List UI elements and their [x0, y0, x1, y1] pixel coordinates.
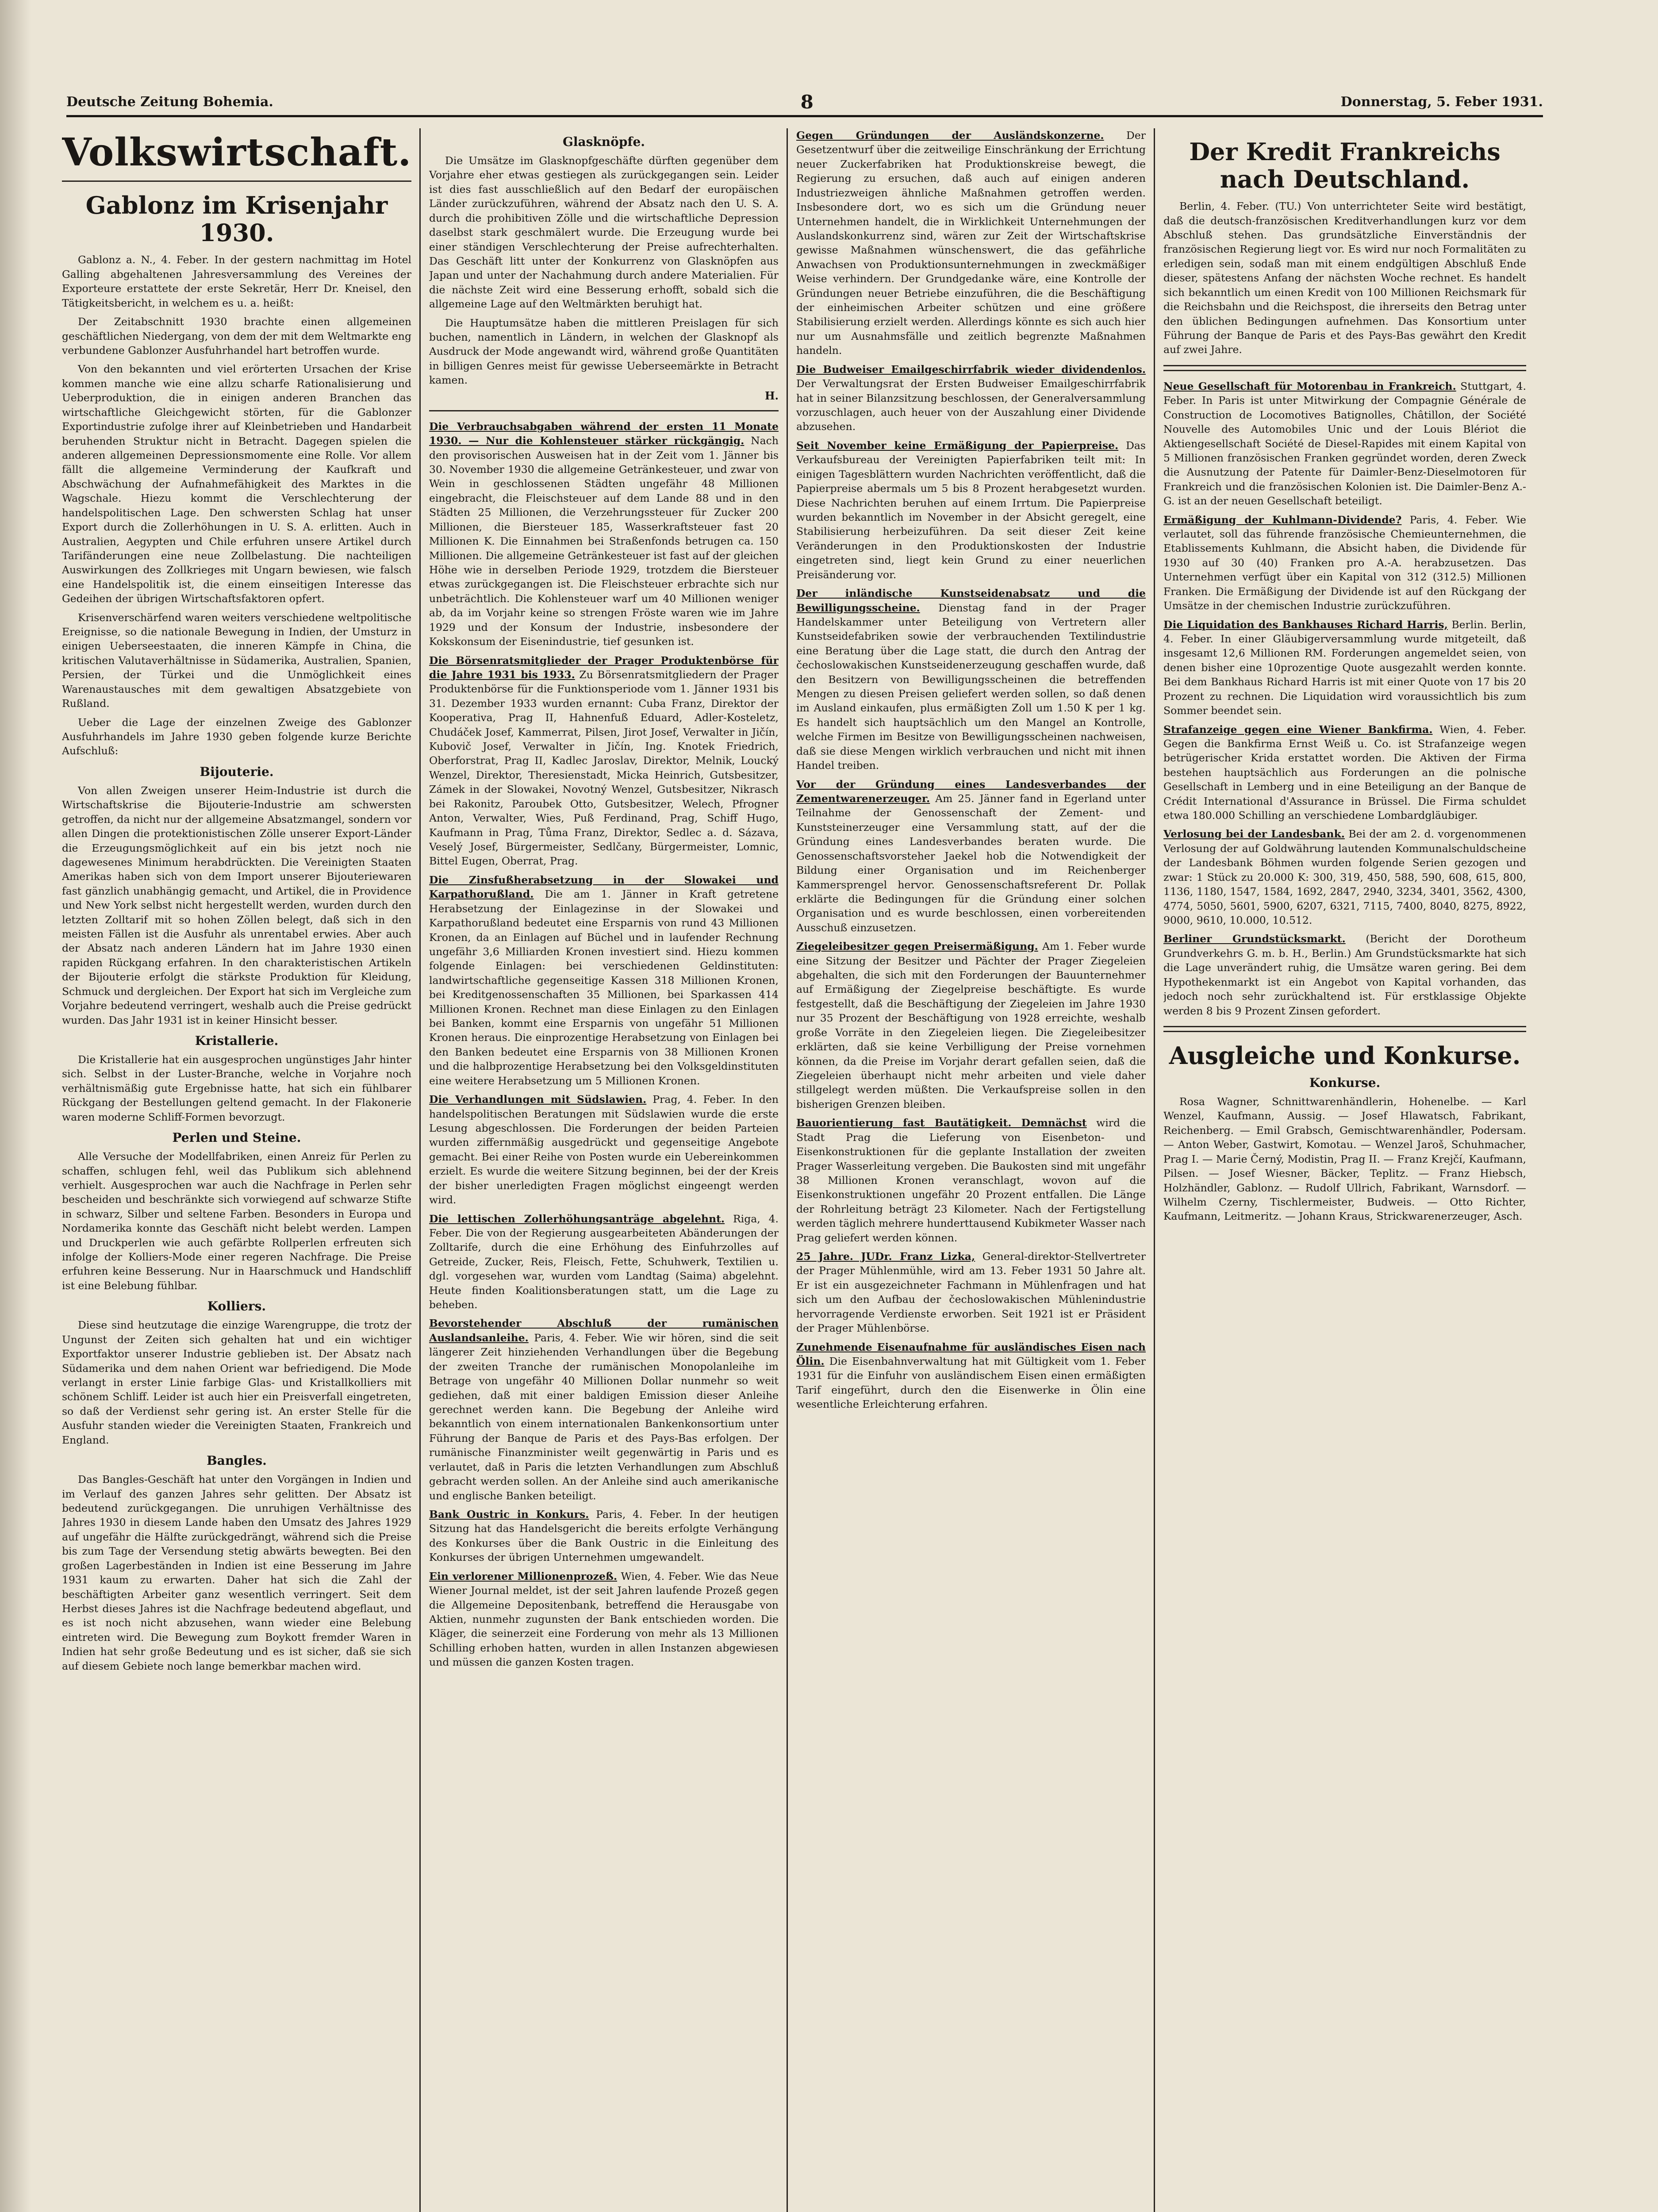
- news-headline: Ein verlorener Millionenprozeß.: [429, 1570, 618, 1582]
- paragraph: Alle Versuche der Modellfabriken, einen Anreiz für Perlen zu schaffen, schlugen fehl, weil das Publikum sich ablehnend verhielt. Ausgesprochen war auch die Nachfrage in Perlen sehr bescheiden und beschränkte sich vorwiegend auf schwarze Stifte in schwarz, Silber und seltene Farben. Besonders in Europa und Nordamerika konnte das Geschäft nicht belebt werden. Lampen und Druckperlen wie auch gefärbte Rollperlen erfreuten sich infolge der Kolliers-Mode einer regeren Nachfrage. Die Preise erfuhren keine Besserung. Nur in Haarschmuck und Handschliff ist eine Belebung fühlbar.: [62, 1150, 411, 1292]
- news-headline: Seit November keine Ermäßigung der Papierpreise.: [796, 439, 1119, 452]
- news-item: [796, 1249, 1146, 1336]
- news-item: [796, 438, 1146, 582]
- news-body: wird die Stadt Prag die Lieferung von Eisenbeton- und Eisenkonstruktionen für die geplante Installation der zweiten Prager Wasserleitung vergeben. Die Baukosten sind mit ungefähr 38 Millionen Kronen veranschlagt, wovon auf die Eisenkonstruktionen ungefähr 20 Prozent entfallen. Die Länge der Rohrleitung beträgt 23 Kilometer. Nach der Fertigstellung werden täglich mehrere hunderttausend Kubikmeter Wasser nach Prag geliefert werden können.: [796, 1117, 1146, 1244]
- news-item: [429, 873, 779, 1088]
- divider: [429, 410, 779, 411]
- news-body: Der Verwaltungsrat der Ersten Budweiser Emailgeschirrfabrik hat in seiner Bilanzsitzung beschlossen, der Generalversammlung vorzuschlagen, auch heuer von der Auszahlung einer Dividende abzusehen.: [796, 377, 1146, 433]
- news-item: [1163, 379, 1526, 508]
- news-item: [796, 1116, 1146, 1245]
- news-item: [796, 128, 1146, 358]
- news-body: Der Gesetzentwurf über die zeitweilige Einschränkung der Errichtung neuer Zuckerfabriken hat Produktionskreise bewegt, die Regierung zu ersuchen, daß auch auf einigen anderen Industriezweigen ähnliche Maßnahmen getroffen werden. Insbesondere dort, wo es sich um die Gründung neuer Unternehmen handelt, die in Wirklichkeit Unternehmungen der Auslandskonkurrenz sind, wären zur Zeit der Wirtschaftskrise gewisse Maßnahmen wünschenswert, die das gefährliche Anwachsen von Produktionsunternehmungen in zweckmäßiger Weise verhindern. Der Grundgedanke wäre, eine Kontrolle der Gründungen neuer Betriebe einzuführen, die die Beschäftigung der einheimischen Arbeiter schützen und eine größere Stabilisierung erzielt werden. Allerdings könnte es sich auch hier nur um Ausnahmsfälle und zeitlich begrenzte Maßnahmen handeln.: [796, 129, 1146, 357]
- news-body: Wien, 4. Feber. Gegen die Bankfirma Ernst Weiß u. Co. ist Strafanzeige wegen betrügerischer Krida erstattet worden. Die Aktiven der Firma bestehen hauptsächlich aus Forderungen an die polnische Gesellschaft in Lemberg und in eine Beteiligung an der Banque de Crédit International d'Assurance in Brüssel. Die Firma schuldet etwa 180.000 Schilling an verschiedene Lombardgläubiger.: [1163, 723, 1526, 822]
- news-item: [796, 1340, 1146, 1412]
- news-body: Bei der am 2. d. vorgenommenen Verlosung der auf Goldwährung lautenden Kommunalschuldscheine der Landesbank Böhmen wurden folgende Serien gezogen und zwar: 1 Stück zu 20.000 K: 300, 319, 450, 588, 590, 608, 615, 800, 1136, 1180, 1547, 1584, 1692, 2847, 2940, 3234, 3401, 3562, 4300, 4774, 5050, 5601, 5900, 6207, 6321, 7115, 7400, 8040, 8275, 8922, 9000, 9610, 10.000, 10.512.: [1163, 828, 1526, 927]
- news-body: General-direktor-Stellvertreter der Prager Mühlenmühle, wird am 13. Feber 1931 50 Jahre alt. Er ist ein ausgezeichneter Fachmann in Mühlenfragen und hat sich um den Aufbau der čechoslowakischen Mühlenindustrie hervorragende Verdienste erworben. Seit 1921 ist er Präsident der Prager Mühlenbörse.: [796, 1250, 1146, 1335]
- masthead: [66, 88, 1543, 117]
- news-body: Wien, 4. Feber. Wie das Neue Wiener Journal meldet, ist der seit Jahren laufende Prozeß gegen die Allgemeine Depositenbank, betreffend die Herausgabe von Aktien, nunmehr zugunsten der Bank entschieden worden. Die Kläger, die seinerzeit eine Forderung von mehr als 13 Millionen Schilling erhoben hatten, wurden in allen Instanzen abgewiesen und müssen die ganzen Kosten tragen.: [429, 1570, 779, 1669]
- columns-area: [62, 128, 1542, 2212]
- news-body: Am 1. Feber wurde eine Sitzung der Besitzer und Pächter der Prager Ziegeleien abgehalten, die sich mit den Forderungen der Bauunternehmer auf Ermäßigung der Ziegelpreise beschäftigte. Es wurde festgestellt, daß die Beschäftigung der Ziegeleien im Jahre 1930 nur 35 Prozent der Beschäftigung von 1928 erreichte, weshalb große Vorräte in den Ziegeleien liegen. Die Ziegeleibesitzer erklärten, daß sie keine Verbilligung der Preise vornehmen können, da die Preise im Vorjahr derart gefallen seien, daß die Ziegeleien überhaupt nicht mehr arbeiten und viele daher stillgelegt werden müßten. Die Verkaufspreise sollen in den bisherigen Grenzen bleiben.: [796, 940, 1146, 1110]
- news-headline: Die lettischen Zollerhöhungsanträge abgelehnt.: [429, 1212, 725, 1225]
- news-body: Paris, 4. Feber. Wie verlautet, soll das führende französische Chemieunternehmen, die Etablissements Kuhlmann, die Absicht haben, die Dividende für 1930 auf 30 (40) Franken pro A.-A. herabzusetzen. Das Unternehmen verfügt über ein Kapital von 312 (312.5) Millionen Franken. Die Ermäßigung der Dividende ist auf den Rückgang der Umsätze in der chemischen Industrie zurückzuführen.: [1163, 513, 1526, 612]
- page-edge-shadow: [0, 0, 31, 2212]
- news-headline: Bank Oustric in Konkurs.: [429, 1508, 589, 1521]
- news-item: [796, 362, 1146, 434]
- news-body: Paris, 4. Feber. Wie wir hören, sind die seit längerer Zeit hinziehenden Verhandlungen über die Begebung der zweiten Tranche der rumänischen Monopolanleihe im Betrage von ungefähr 40 Millionen Dollar nunmehr so weit gediehen, daß mit einer baldigen Emission dieser Anleihe gerechnet werden kann. Die Begebung der Anleihe wird bekanntlich von einem internationalen Bankenkonsortium unter Führung der Banque de Paris et des Pays-Bas erfolgen. Der rumänische Finanzminister weilt gegenwärtig in Paris und es verlautet, daß in Paris die letzten Verhandlungen zum Abschluß gebracht werden sollen. An der Anleihe sind auch amerikanische und englische Banken beteiligt.: [429, 1331, 779, 1502]
- paragraph: Diese sind heutzutage die einzige Warengruppe, die trotz der Ungunst der Zeiten sich gehalten hat und ein wichtiger Exportfaktor unserer Industrie geblieben ist. Der Absatz nach Südamerika und dem nahen Orient war befriedigend. Die Mode verlangt in erster Linie farbige Glas- und Kristallkolliers mit schönem Schliff. Leider ist auch hier ein Preisverfall eingetreten, so daß der Verdienst sehr gering ist. An erster Stelle für die Ausfuhr standen wieder die Vereinigten Staaten, Frankreich und England.: [62, 1319, 411, 1446]
- news-headline: Bauorientierung fast Bautätigkeit. Demnächst: [796, 1117, 1087, 1129]
- news-headline: Bevorstehender Abschluß der rumänischen Auslandsanleihe.: [429, 1317, 779, 1344]
- news-headline: Die Liquidation des Bankhauses Richard Harris,: [1163, 618, 1448, 631]
- section-title-volkswirtschaft: Volkswirtschaft.: [62, 130, 411, 175]
- subhead-bijouterie: Bijouterie.: [200, 764, 274, 779]
- subhead-kolliers: Kolliers.: [207, 1299, 266, 1314]
- column-3: [796, 128, 1146, 2212]
- page-number: 8: [800, 91, 814, 113]
- news-item: [429, 1316, 779, 1502]
- column-2: [429, 128, 779, 2212]
- news-headline: Zunehmende Eisenaufnahme für ausländisches Eisen nach Ölin.: [796, 1340, 1146, 1368]
- divider: [1163, 365, 1526, 371]
- news-headline: Die Börsenratsmitglieder der Prager Produktenbörse für die Jahre 1931 bis 1933.: [429, 654, 779, 681]
- news-item: [429, 419, 779, 649]
- news-body: Nach den provisorischen Ausweisen hat in der Zeit vom 1. Jänner bis 30. November 1930 die allgemeine Getränkesteuer, und zwar von Wein in geschlossenen Städten ungefähr 48 Millionen eingebracht, die Fleischsteuer auf dem Lande 88 und in den Städten 25 Millionen, die Verzehrungssteuer für Zucker 200 Millionen, die Biersteuer 185, Wasserkraftsteuer fast 20 Millionen K. Die Einnahmen bei Straßenfonds betrugen ca. 150 Millionen. Die allgemeine Getränkesteuer ist fast auf der gleichen Höhe wie in derselben Periode 1929, trotzdem die Biersteuer etwas zurückgegangen ist. Die Fleischsteuer erbrachte sich nur unbeträchtlich. Die Kohlensteuer warf um 40 Millionen weniger ab, da im Vorjahr keine so strengen Fröste waren wie im Jahre 1929 und der Konsum der Industrie, insbesondere der Kokskonsum der Eisenindustrie, tief gesunken ist.: [429, 434, 779, 648]
- news-item: [1163, 618, 1526, 718]
- paragraph: Berlin, 4. Feber. (TU.) Von unterrichteter Seite wird bestätigt, daß die deutsch-französischen Kreditverhandlungen kurz vor dem Abschluß stehen. Das grundsätzliche Einverständnis der französischen Regierung liegt vor. Es wird nur noch Formalitäten zu erledigen sein, sodaß man mit einem endgültigen Abschluß Ende dieser, spätestens Anfang der nächsten Woche rechnet. Es handelt sich bekanntlich um einen Kredit von 100 Millionen Reichsmark für die Reichsbahn und die Reichspost, die ihrerseits den Betrag unter den üblichen Bedingungen aufnehmen. Das Konsortium unter Führung der Banque de Paris et des Pays-Bas gewährt den Kredit auf zwei Jahre.: [1163, 200, 1526, 356]
- paragraph: Rosa Wagner, Schnittwarenhändlerin, Hohenelbe. — Karl Wenzel, Kaufmann, Aussig. — Josef Hlawatsch, Fabrikant, Reichenberg. — Emil Grabsch, Gemischtwarenhändler, Podersam. — Anton Weber, Gastwirt, Komotau. — Wenzel Jaroš, Schuhmacher, Prag I. — Marie Černý, Modistin, Prag II. — Franz Krejčí, Kaufmann, Pilsen. — Josef Wiesner, Bäcker, Teplitz. — Franz Hiebsch, Holzhändler, Gablonz. — Rudolf Ullrich, Fabrikant, Warnsdorf. — Wilhelm Czerny, Tischlermeister, Budweis. — Otto Richter, Kaufmann, Leitmeritz. — Johann Kraus, Strickwarenerzeuger, Asch.: [1163, 1095, 1526, 1223]
- news-headline: Die Verbrauchsabgaben während der ersten 11 Monate 1930. — Nur die Kohlensteuer stärker rückgängig.: [429, 420, 779, 447]
- news-item: [796, 939, 1146, 1111]
- news-item: [796, 777, 1146, 935]
- subhead-bangles: Bangles.: [207, 1453, 267, 1468]
- article-intro: Gablonz a. N., 4. Feber. In der gestern nachmittag im Hotel Galling abgehaltenen Jahresversammlung des Vereines der Exporteure erstattete der erste Sekretär, Herr Dr. Kneisel, den Tätigkeitsbericht, in welchem es u. a. heißt:: [62, 253, 411, 309]
- news-headline: Strafanzeige gegen eine Wiener Bankfirma.: [1163, 723, 1433, 736]
- news-headline: Die Budweiser Emailgeschirrfabrik wieder dividendenlos.: [796, 363, 1146, 376]
- paragraph: Von den bekannten und viel erörterten Ursachen der Krise kommen manche wie eine allzu scharfe Rationalisierung und Ueberproduktion, die in einigen anderen Branchen das wirtschaftliche Gleichgewicht störten, für die Gablonzer Exportindustrie zufolge ihrer auf Kleinbetrieben und Handarbeit beruhenden Struktur nicht in Betracht. Dagegen spielen die anderen allgemeinen Depressionsmomente eine Rolle. Vor allem fällt die allgemeine Verminderung der Kaufkraft und Abschwächung der Aufnahmefähigkeit des Marktes in die Wagschale. Hiezu kommt die Verschlechterung der handelspolitischen Lage. Den schwersten Schlag hat unser Export durch die Zollerhöhungen in U. S. A. erlitten. Auch in Australien, Aegypten und Chile erfuhren unsere Artikel durch Tarifänderungen eine neue Zollbelastung. Die nachteiligen Auswirkungen des Zollkrieges mit Ungarn bewiesen, wie falsch eine Handelspolitik ist, die einem einseitigen Interesse das Gedeihen der übrigen Wirtschaftsfaktoren opfert.: [62, 363, 411, 605]
- subhead-perlen: Perlen und Steine.: [172, 1130, 301, 1145]
- subhead-kristallerie: Kristallerie.: [195, 1033, 279, 1048]
- news-item: [429, 1507, 779, 1565]
- news-item: [796, 586, 1146, 772]
- paragraph: Die Hauptumsätze haben die mittleren Preislagen für sich buchen, namentlich in Ländern, in welchen der Glasknopf als Ausdruck der Mode angewandt wird, während große Quantitäten in billigen Genres meist für gewisse Ueberseemärkte in Betracht kamen.: [429, 316, 779, 387]
- news-body: Riga, 4. Feber. Die von der Regierung ausgearbeiteten Abänderungen der Zolltarife, durch die eine Erhöhung des Einfuhrzolles auf Getreide, Zucker, Reis, Fleisch, Fette, Schuhwerk, Textilien u. dgl. vorgesehen war, wurden vom Landtag (Saima) abgelehnt. Heute finden Koalitionsberatungen statt, um die Lage zu beheben.: [429, 1212, 779, 1311]
- article-title-frankreich: Der Kredit Frankreichs nach Deutschland.: [1189, 138, 1501, 194]
- news-headline: Ziegeleibesitzer gegen Preisermäßigung.: [796, 940, 1038, 953]
- column-rule: [419, 128, 421, 2212]
- news-body: Die am 1. Jänner in Kraft getretene Herabsetzung der Einlagezinse in der Slowakei und Karpathorußland bedeutet eine Ersparnis von rund 43 Millionen Kronen, da an Einlagen auf Büchel und in laufender Rechnung ungefähr 3,6 Milliarden Kronen investiert sind. Hiezu kommen folgende Einlagen: bei verschiedenen Geldinstituten: landwirtschaftliche gegenseitige Kassen 318 Millionen Kronen, bei Kreditgenossenschaften 35 Millionen, bei Sparkassen 414 Millionen Kronen. Rechnet man diese Einlagen zu den Einlagen bei Banken, kommt eine Ersparnis von ungefähr 51 Millionen Kronen heraus. Die einprozentige Herabsetzung von Einlagen bei den Banken bedeutet eine Ersparnis von 38 Millionen Kronen und die halbprozentige Herabsetzung bei den Volksgeldinstituten eine weitere Herabsetzung um 5 Millionen Kronen.: [429, 888, 779, 1087]
- paragraph: Von allen Zweigen unserer Heim-Industrie ist durch die Wirtschaftskrise die Bijouterie-Industrie am schwersten getroffen, da nicht nur der allgemeine Absatzmangel, sondern vor allen Dingen die protektionistischen Zölle unserer Export-Länder die Erzeugungsmöglichkeit auf ein bis jetzt noch nie dagewesenes Minimum herabdrückten. Die Vereinigten Staaten Amerikas haben sich von dem Import unserer Bijouteriewaren fast gänzlich unabhängig gemacht, und Artikel, die in Providence und New York selbst nicht hergestellt werden, wurden durch den letzten Zolltarif mit so hohen Zöllen belegt, daß sich in den meisten Fällen ist die Ausfuhr als unrentabel erwies. Aber auch der Absatz nach anderen Ländern hat im Jahre 1930 einen rapiden Rückgang erfahren. In den charakteristischen Artikeln der Bijouterie erfolgt die stärkste Produktion für Kleidung, Schmuck und dergleichen. Der Export hat sich im Vergleiche zum Vorjahre bedeutend verringert, weshalb auch die Preise gedrückt wurden. Das Jahr 1931 ist in keiner Hinsicht besser.: [62, 784, 411, 1026]
- author-initial: H.: [764, 389, 779, 402]
- paragraph: Die Kristallerie hat ein ausgesprochen ungünstiges Jahr hinter sich. Selbst in der Luster-Branche, welche in Vorjahre noch verhältnismäßig gute Ergebnisse hatte, hat sich ein fühlbarer Rückgang der Bestellungen geltend gemacht. In der Flakonerie waren moderne Schliff-Formen bevorzugt.: [62, 1053, 411, 1123]
- news-item: [429, 1092, 779, 1207]
- paragraph: Ueber die Lage der einzelnen Zweige des Gablonzer Ausfuhrhandels im Jahre 1930 geben folgende kurze Berichte Aufschluß:: [62, 716, 411, 757]
- news-body: Paris, 4. Feber. In der heutigen Sitzung hat das Handelsgericht die bereits erfolgte Verhängung des Konkurses über die Bank Oustric in die Einleitung des Konkurses der übrigen Unternehmen umgewandelt.: [429, 1508, 779, 1564]
- column-4: [1163, 128, 1526, 2212]
- news-item: [1163, 827, 1526, 927]
- paragraph: Der Zeitabschnitt 1930 brachte einen allgemeinen geschäftlichen Niedergang, von dem der mit dem Weltmarkte eng verbundene Gablonzer Ausfuhrhandel hart betroffen wurde.: [62, 315, 411, 357]
- column-rule: [1154, 128, 1155, 2212]
- news-item: [429, 1212, 779, 1312]
- news-headline: Vor der Gründung eines Landesverbandes der Zementwarenerzeuger.: [796, 778, 1146, 805]
- divider: [1163, 1026, 1526, 1032]
- subhead-glasknoepfe: Glasknöpfe.: [562, 134, 645, 149]
- news-body: Die Eisenbahnverwaltung hat mit Gültigkeit vom 1. Feber 1931 für die Einfuhr von ausländischem Eisen einen ermäßigten Tarif eingeführt, durch den die Eisenwerke in Ölin eine wesentliche Erleichterung erfahren.: [796, 1355, 1146, 1411]
- news-headline: Gegen Gründungen der Ausländskonzerne.: [796, 129, 1104, 142]
- issue-date: Donnerstag, 5. Feber 1931.: [1340, 94, 1543, 110]
- paragraph: Die Umsätze im Glasknopfgeschäfte dürften gegenüber dem Vorjahre eher etwas gestiegen als zurückgegangen sein. Leider ist dies fast ausschließlich auf den Bedarf der europäischen Länder zurückzuführen, während der Absatz nach den U. S. A. durch die prohibitiven Zölle und die wirtschaftliche Depression daselbst stark geschmälert wurde. Die Erzeugung wurde bei einer ständigen Verschlechterung der Preise aufrechterhalten. Das Geschäft litt unter der Konkurrenz von Glasknöpfen aus Japan und unter der Nachahmung durch andere Materialien. Für die nächste Zeit wird eine Besserung erhofft, sobald sich die allgemeine Lage auf den Weltmärkten beruhigt hat.: [429, 154, 779, 311]
- paper-name: Deutsche Zeitung Bohemia.: [66, 94, 273, 110]
- news-headline: Der inländische Kunstseidenabsatz und die Bewilligungsscheine.: [796, 587, 1146, 614]
- news-body: Prag, 4. Feber. In den handelspolitischen Beratungen mit Südslawien wurde die erste Lesung abgeschlossen. Die Forderungen der beiden Parteien wurden ziffernmäßig ausgedrückt und gegenseitige Angebote gemacht. Bei einer Reihe von Posten wurde ein Uebereinkommen erzielt. Es wurde die weitere Sitzung beginnen, bei der der Kreis der bisher unerledigten Fragen möglichst eingeengt werden wird.: [429, 1093, 779, 1206]
- news-headline: Ermäßigung der Kuhlmann-Dividende?: [1163, 513, 1402, 526]
- news-body: Berlin. Berlin, 4. Feber. In einer Gläubigerversammlung wurde mitgeteilt, daß insgesamt 12,6 Millionen RM. Forderungen angemeldet seien, von denen bisher eine 10prozentige Quote ausgezahlt werden konnte. Bei dem Bankhaus Richard Harris ist mit einer Quote von 17 bis 20 Prozent zu rechnen. Die Liquidation wird voraussichtlich bis zum Sommer beendet sein.: [1163, 618, 1526, 717]
- news-body: Das Verkaufsbureau der Vereinigten Papierfabriken teilt mit: In einigen Tagesblättern wurden Nachrichten veröffentlicht, daß die Papierpreise abermals um 5 bis 8 Prozent herabgesetzt wurden. Diese Nachrichten beruhen auf einem Irrtum. Die Papierpreise wurden bekanntlich im November in der Absicht geregelt, eine Stabilisierung herbeizuführen. Da seit dieser Zeit keine Veränderungen in den Produktionskosten der Industrie eingetreten sind, liegt kein Grund zu einer neuerlichen Preisänderung vor.: [796, 439, 1146, 581]
- news-headline: Die Verhandlungen mit Südslawien.: [429, 1093, 647, 1106]
- column-rule: [787, 128, 788, 2212]
- news-headline: Verlosung bei der Landesbank.: [1163, 828, 1345, 841]
- article-title-gablonz: Gablonz im Krisenjahr 1930.: [85, 191, 388, 247]
- news-item: [429, 1569, 779, 1670]
- news-item: [1163, 513, 1526, 613]
- section-title-ausgleiche: Ausgleiche und Konkurse.: [1169, 1041, 1521, 1070]
- news-body: (Bericht der Dorotheum Grundverkehrs G. m. b. H., Berlin.) Am Grundstücksmarkte hat sich die Lage unverändert ruhig, die Umsätze waren gering. Bei dem Hypothekenmarkt ist ein Angebot von Kapital vorhanden, das jedoch noch sehr zurückhaltend ist. Für erstklassige Objekte werden 8 bis 9 Prozent Zinsen gefordert.: [1163, 933, 1526, 1017]
- divider: [62, 180, 411, 182]
- column-1: [62, 128, 411, 2212]
- news-headline: 25 Jahre. JUDr. Franz Lizka,: [796, 1250, 975, 1263]
- paragraph: Krisenverschärfend waren weiters verschiedene weltpolitische Ereignisse, so die nationale Bewegung in Indien, der Umsturz in einigen Ueberseestaaten, die inneren Kämpfe in China, die kritischen Valutaverhältnisse in Südamerika, Australien, Spanien, Persien, der Türkei und die Unmöglichkeit eines Warenaustausches mit dem gewaltigen Absatzgebiete von Rußland.: [62, 611, 411, 710]
- news-body: Dienstag fand in der Prager Handelskammer unter Beteiligung von Vertretern aller Kunstseidefabriken sowie der verbrauchenden Textilindustrie eine Beratung über die Lage statt, die durch den Antrag der čechoslowakischen Kunstseidenerzeugung geschaffen wurde, daß den Besitzern von Bewilligungsscheinen die betreffenden Mengen zu diesen Preisen geliefert werden sollen, so daß denen im Ausland einkaufen, plus ermäßigten Zoll um 1.50 K per 1 kg. Es handelt sich hauptsächlich um den Mangel an Kontrolle, welche Firmen im Besitze von Bewilligungsscheinen nachweisen, daß sie diese Mengen wirklich verbrauchen und nicht mit ihnen Handel treiben.: [796, 601, 1146, 772]
- news-body: Stuttgart, 4. Feber. In Paris ist unter Mitwirkung der Compagnie Générale de Construction de Locomotives Batignolles, Châtillon, der Société Nouvelle des Automobiles Unic und der Louis Blériot die Aktiengesellschaft Société de Diesel-Rapides mit einem Kapital von 5 Millionen französischen Franken gegründet worden, deren Zweck die Ausnutzung der Patente für Daimler-Benz-Dieselmotoren für Frankreich und die französischen Kolonien ist. Die Daimler-Benz A.-G. ist an der neuen Gesellschaft beteiligt.: [1163, 380, 1526, 507]
- news-item: [1163, 932, 1526, 1018]
- news-body: Am 25. Jänner fand in Egerland unter Teilnahme der Genossenschaft der Zement- und Kunststeinerzeuger eine Versammlung statt, auf der die Gründung eines Landesverbandes beraten wurde. Die Genossenschaftsvorsteher Jaekel hob die Notwendigkeit der Bildung einer Organisation und im Reichenberger Kammersprengel hervor. Genossenschaftsreferent Dr. Pollak erklärte die Bedingungen für die Gründung einer solchen Organisation und es wurde beschlossen, einen vorbereitenden Ausschuß einzusetzen.: [796, 792, 1146, 934]
- paragraph: Das Bangles-Geschäft hat unter den Vorgängen in Indien und im Verlauf des ganzen Jahres sehr gelitten. Der Absatz ist bedeutend zurückgegangen. Die unruhigen Verhältnisse des Jahres 1930 in diesem Lande haben den Umsatz des Jahres 1929 auf ungefähr die Hälfte zurückgedrängt, während sich die Preise bis zum Tage der Versendung stetig abwärts bewegten. Bei den großen Lagerbeständen in Indien ist eine Besserung im Jahre 1931 kaum zu erwarten. Daher hat sich die Zahl der beschäftigten Arbeiter ganz wesentlich verringert. Seit dem Herbst dieses Jahres ist die Nachfrage bedeutend abgeflaut, und es ist noch nicht abzusehen, wann wieder eine Belebung eintreten wird. Die Bewegung zum Boykott fremder Waren in Indien hat sehr große Bedeutung und es ist sicher, daß sie sich auf diesem Gebiete noch lange bemerkbar machen wird.: [62, 1473, 411, 1672]
- news-item: [1163, 722, 1526, 823]
- news-headline: Die Zinsfußherabsetzung in der Slowakei und Karpathorußland.: [429, 873, 779, 901]
- news-item: [429, 653, 779, 868]
- news-headline: Neue Gesellschaft für Motorenbau in Frankreich.: [1163, 380, 1456, 392]
- news-body: Zu Börsenratsmitgliedern der Prager Produktenbörse für die Funktionsperiode vom 1. Jänner 1931 bis 31. Dezember 1933 wurden ernannt: Cuba Franz, Direktor der Kooperativa, Prag II, Hahnenfuß Eduard, Adler-Kosteletz, Chudáček Josef, Kammerrat, Pilsen, Jirot Josef, Verwalter in Jičín, Kubovič Josef, Verwalter in Jičín, Ing. Knotek Friedrich, Oberforstrat, Prag II, Kadlec Jaroslav, Direktor, Melnik, Loucký Wenzel, Direktor, Theresienstadt, Micka Heinrich, Gutsbesitzer, Zámek in der Slowakei, Novotný Wenzel, Gutsbesitzer, Nikrasch bei Rakonitz, Paroubek Otto, Gutsbesitzer, Welech, Pfrogner Anton, Verwalter, Wies, Puß Ferdinand, Prag, Schiff Hugo, Kaufmann in Prag, Tůma Franz, Direktor, Sedlec a. d. Sázava, Veselý Josef, Bürgermeister, Sedlčany, Bürgermeister, Lomnic, Bittel Eugen, Oberrat, Prag.: [429, 668, 779, 868]
- subhead-konkurse: Konkurse.: [1309, 1075, 1381, 1091]
- news-headline: Berliner Grundstücksmarkt.: [1163, 933, 1346, 945]
